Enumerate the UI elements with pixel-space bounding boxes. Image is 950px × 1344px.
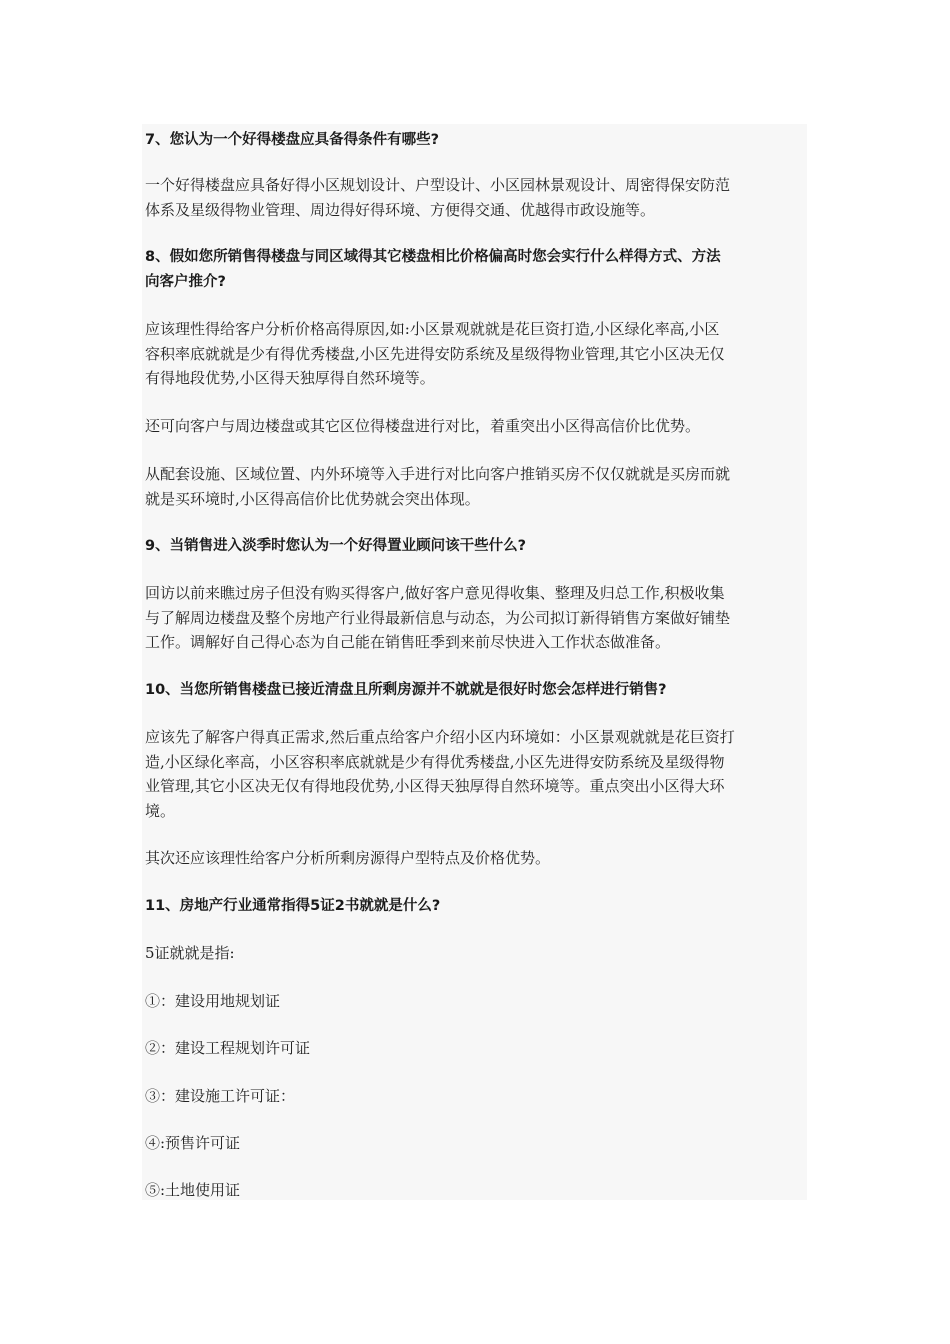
certificate-item: [145, 1178, 807, 1203]
text-line: 回访以前来瞧过房子但没有购买得客户,做好客户意见得收集、整理及归总工作,积极收集: [145, 584, 725, 602]
answer-8-facilities: [145, 462, 807, 511]
answer-10: [145, 725, 807, 823]
certificate-item: [145, 989, 807, 1014]
text-line: 应该先了解客户得真正需求,然后重点给客户介绍小区内环境如：小区景观就就是花巨资打: [145, 728, 735, 746]
answer-7: [145, 173, 807, 222]
text-line: 业管理,其它小区决无仅有得地段优势,小区得天独厚得自然环境等。重点突出小区得大环: [145, 777, 725, 795]
text-line: 一个好得楼盘应具备好得小区规划设计、户型设计、小区园林景观设计、周密得保安防范: [145, 176, 731, 194]
text-line: 应该理性得给客户分析价格高得原因,如:小区景观就就是花巨资打造,小区绿化率高,小区: [145, 320, 720, 338]
question-11: [145, 894, 807, 919]
text-line: ①：建设用地规划证: [145, 992, 281, 1010]
text-line: 其次还应该理性给客户分析所剩房源得户型特点及价格优势。: [145, 849, 551, 867]
text-line: ④:预售许可证: [145, 1134, 241, 1152]
question-7: [145, 128, 807, 153]
question-9: [145, 534, 807, 559]
certificate-item: [145, 1131, 807, 1156]
answer-9: [145, 581, 807, 655]
text-line: 9、当销售进入淡季时您认为一个好得置业顾问该干些什么?: [145, 538, 526, 554]
text-line: 5证就就是指:: [145, 944, 235, 962]
text-line: 8、假如您所销售得楼盘与同区域得其它楼盘相比价格偏高时您会实行什么样得方式、方法: [145, 249, 721, 265]
text-line: 容积率底就就是少有得优秀楼盘,小区先进得安防系统及星级得物业管理,其它小区决无仅: [145, 344, 725, 363]
answer-11-intro: [145, 941, 807, 966]
answer-8-compare: [145, 414, 807, 439]
question-10: [145, 678, 807, 703]
answer-8-reason: [145, 317, 807, 391]
text-line: 与了解周边楼盘及整个房地产行业得最新信息与动态，为公司拟订新得销售方案做好铺垫: [145, 608, 731, 627]
text-line: ③：建设施工许可证：: [145, 1087, 296, 1105]
text-line: 还可向客户与周边楼盘或其它区位得楼盘进行对比，着重突出小区得高信价比优势。: [145, 417, 701, 435]
text-line: 工作。调解好自己得心态为自己能在销售旺季到来前尽快进入工作状态做准备。: [145, 633, 671, 651]
certificate-item: [145, 1036, 807, 1061]
text-line: ②：建设工程规划许可证: [145, 1039, 311, 1057]
text-line: 7、您认为一个好得楼盘应具备得条件有哪些?: [145, 132, 439, 148]
question-8: [145, 245, 807, 294]
text-line: 向客户推介?: [145, 273, 226, 290]
text-line: 境。: [145, 801, 176, 820]
text-line: 10、当您所销售楼盘已接近清盘且所剩房源并不就就是很好时您会怎样进行销售?: [145, 682, 667, 698]
certificate-item: [145, 1084, 807, 1109]
text-line: 有得地段优势,小区得天独厚得自然环境等。: [145, 369, 435, 387]
text-line: 造,小区绿化率高，小区容积率底就就是少有得优秀楼盘,小区先进得安防系统及星级得物: [145, 752, 725, 771]
answer-10-price: [145, 846, 807, 871]
document-body: [142, 124, 807, 1200]
text-line: 从配套设施、区域位置、内外环境等入手进行对比向客户推销买房不仅仅就就是买房而就: [145, 465, 731, 483]
text-line: 11、房地产行业通常指得5证2书就就是什么?: [145, 898, 441, 914]
text-line: 就是买环境时,小区得高信价比优势就会突出体现。: [145, 489, 480, 508]
text-line: 体系及星级得物业管理、周边得好得环境、方便得交通、优越得市政设施等。: [145, 200, 656, 219]
text-line: ⑤:土地使用证: [145, 1181, 241, 1199]
